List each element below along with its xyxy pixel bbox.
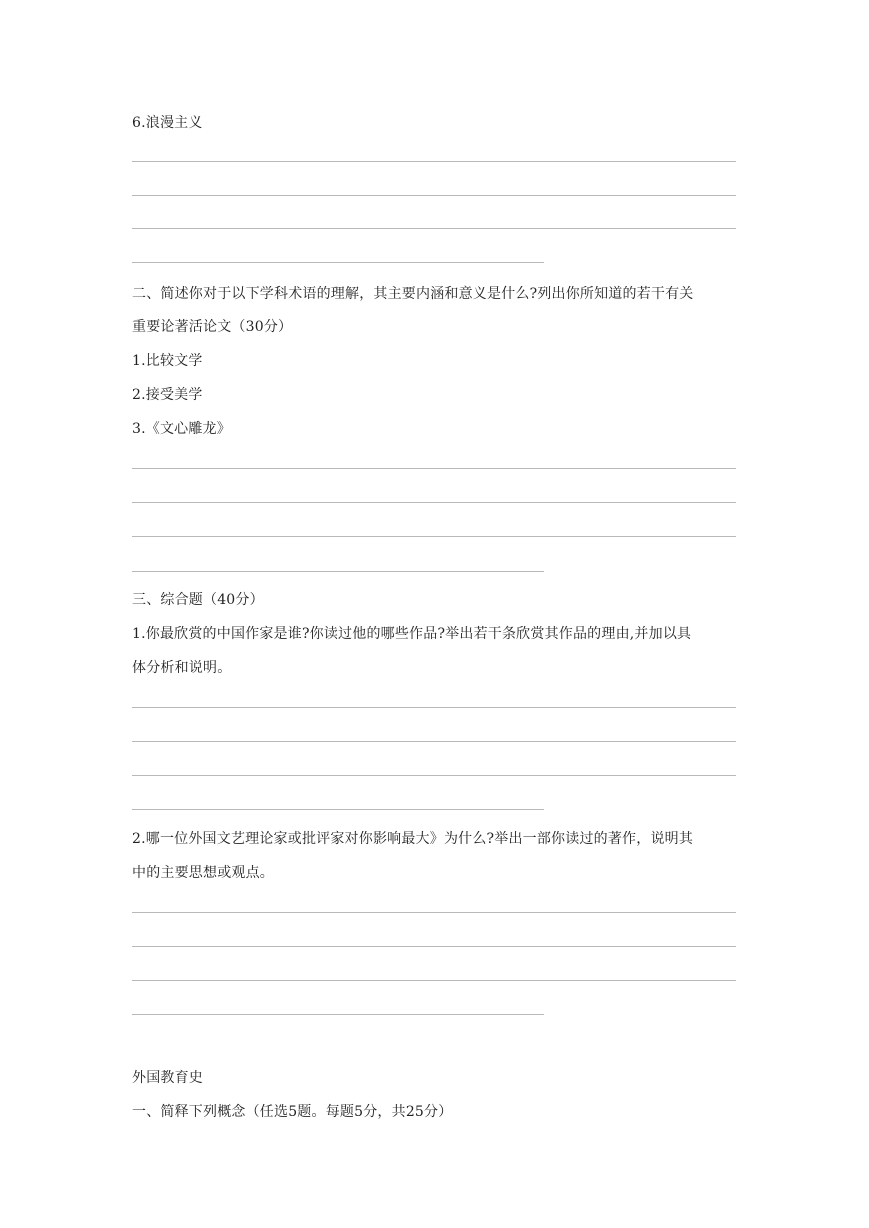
answer-line — [132, 502, 736, 503]
section-2-item-3: 3.《文心雕龙》 — [132, 421, 231, 437]
section-2-item-2: 2.接受美学 — [132, 387, 203, 403]
section-3-question-2-cont: 中的主要思想或观点。 — [132, 865, 274, 881]
answer-line — [132, 809, 544, 810]
answer-line — [132, 228, 736, 229]
answer-line — [132, 1014, 544, 1015]
section-3-question-1-cont: 体分析和说明。 — [132, 660, 232, 676]
answer-line — [132, 195, 736, 196]
subject-title: 外国教育史 — [132, 1070, 203, 1086]
answer-line — [132, 571, 544, 572]
section-3-question-1: 1.你最欣赏的中国作家是谁?你读过他的哪些作品?举出若干条欣赏其作品的理由,并加以具 — [132, 626, 692, 642]
section-3-question-2: 2.哪一位外国文艺理论家或批评家对你影响最大》为什么?举出一部你读过的著作，说明其 — [132, 831, 694, 847]
section-2-item-1: 1.比较文学 — [132, 353, 203, 369]
answer-line — [132, 946, 736, 947]
section-3-heading: 三、综合题（40分） — [132, 592, 264, 608]
answer-line — [132, 536, 736, 537]
section-2-heading: 二、简述你对于以下学科术语的理解，其主要内涵和意义是什么?列出你所知道的若干有关 — [132, 286, 694, 302]
question-item-6: 6.浪漫主义 — [132, 115, 203, 131]
answer-line — [132, 912, 736, 913]
answer-line — [132, 775, 736, 776]
answer-line — [132, 980, 736, 981]
answer-line — [132, 741, 736, 742]
section-2-heading-cont: 重要论著活论文（30分） — [132, 319, 293, 335]
answer-line — [132, 161, 736, 162]
answer-line — [132, 262, 544, 263]
answer-line — [132, 707, 736, 708]
edu-section-1-heading: 一、简释下列概念（任选5题。每题5分，共25分） — [132, 1104, 453, 1120]
answer-line — [132, 468, 736, 469]
